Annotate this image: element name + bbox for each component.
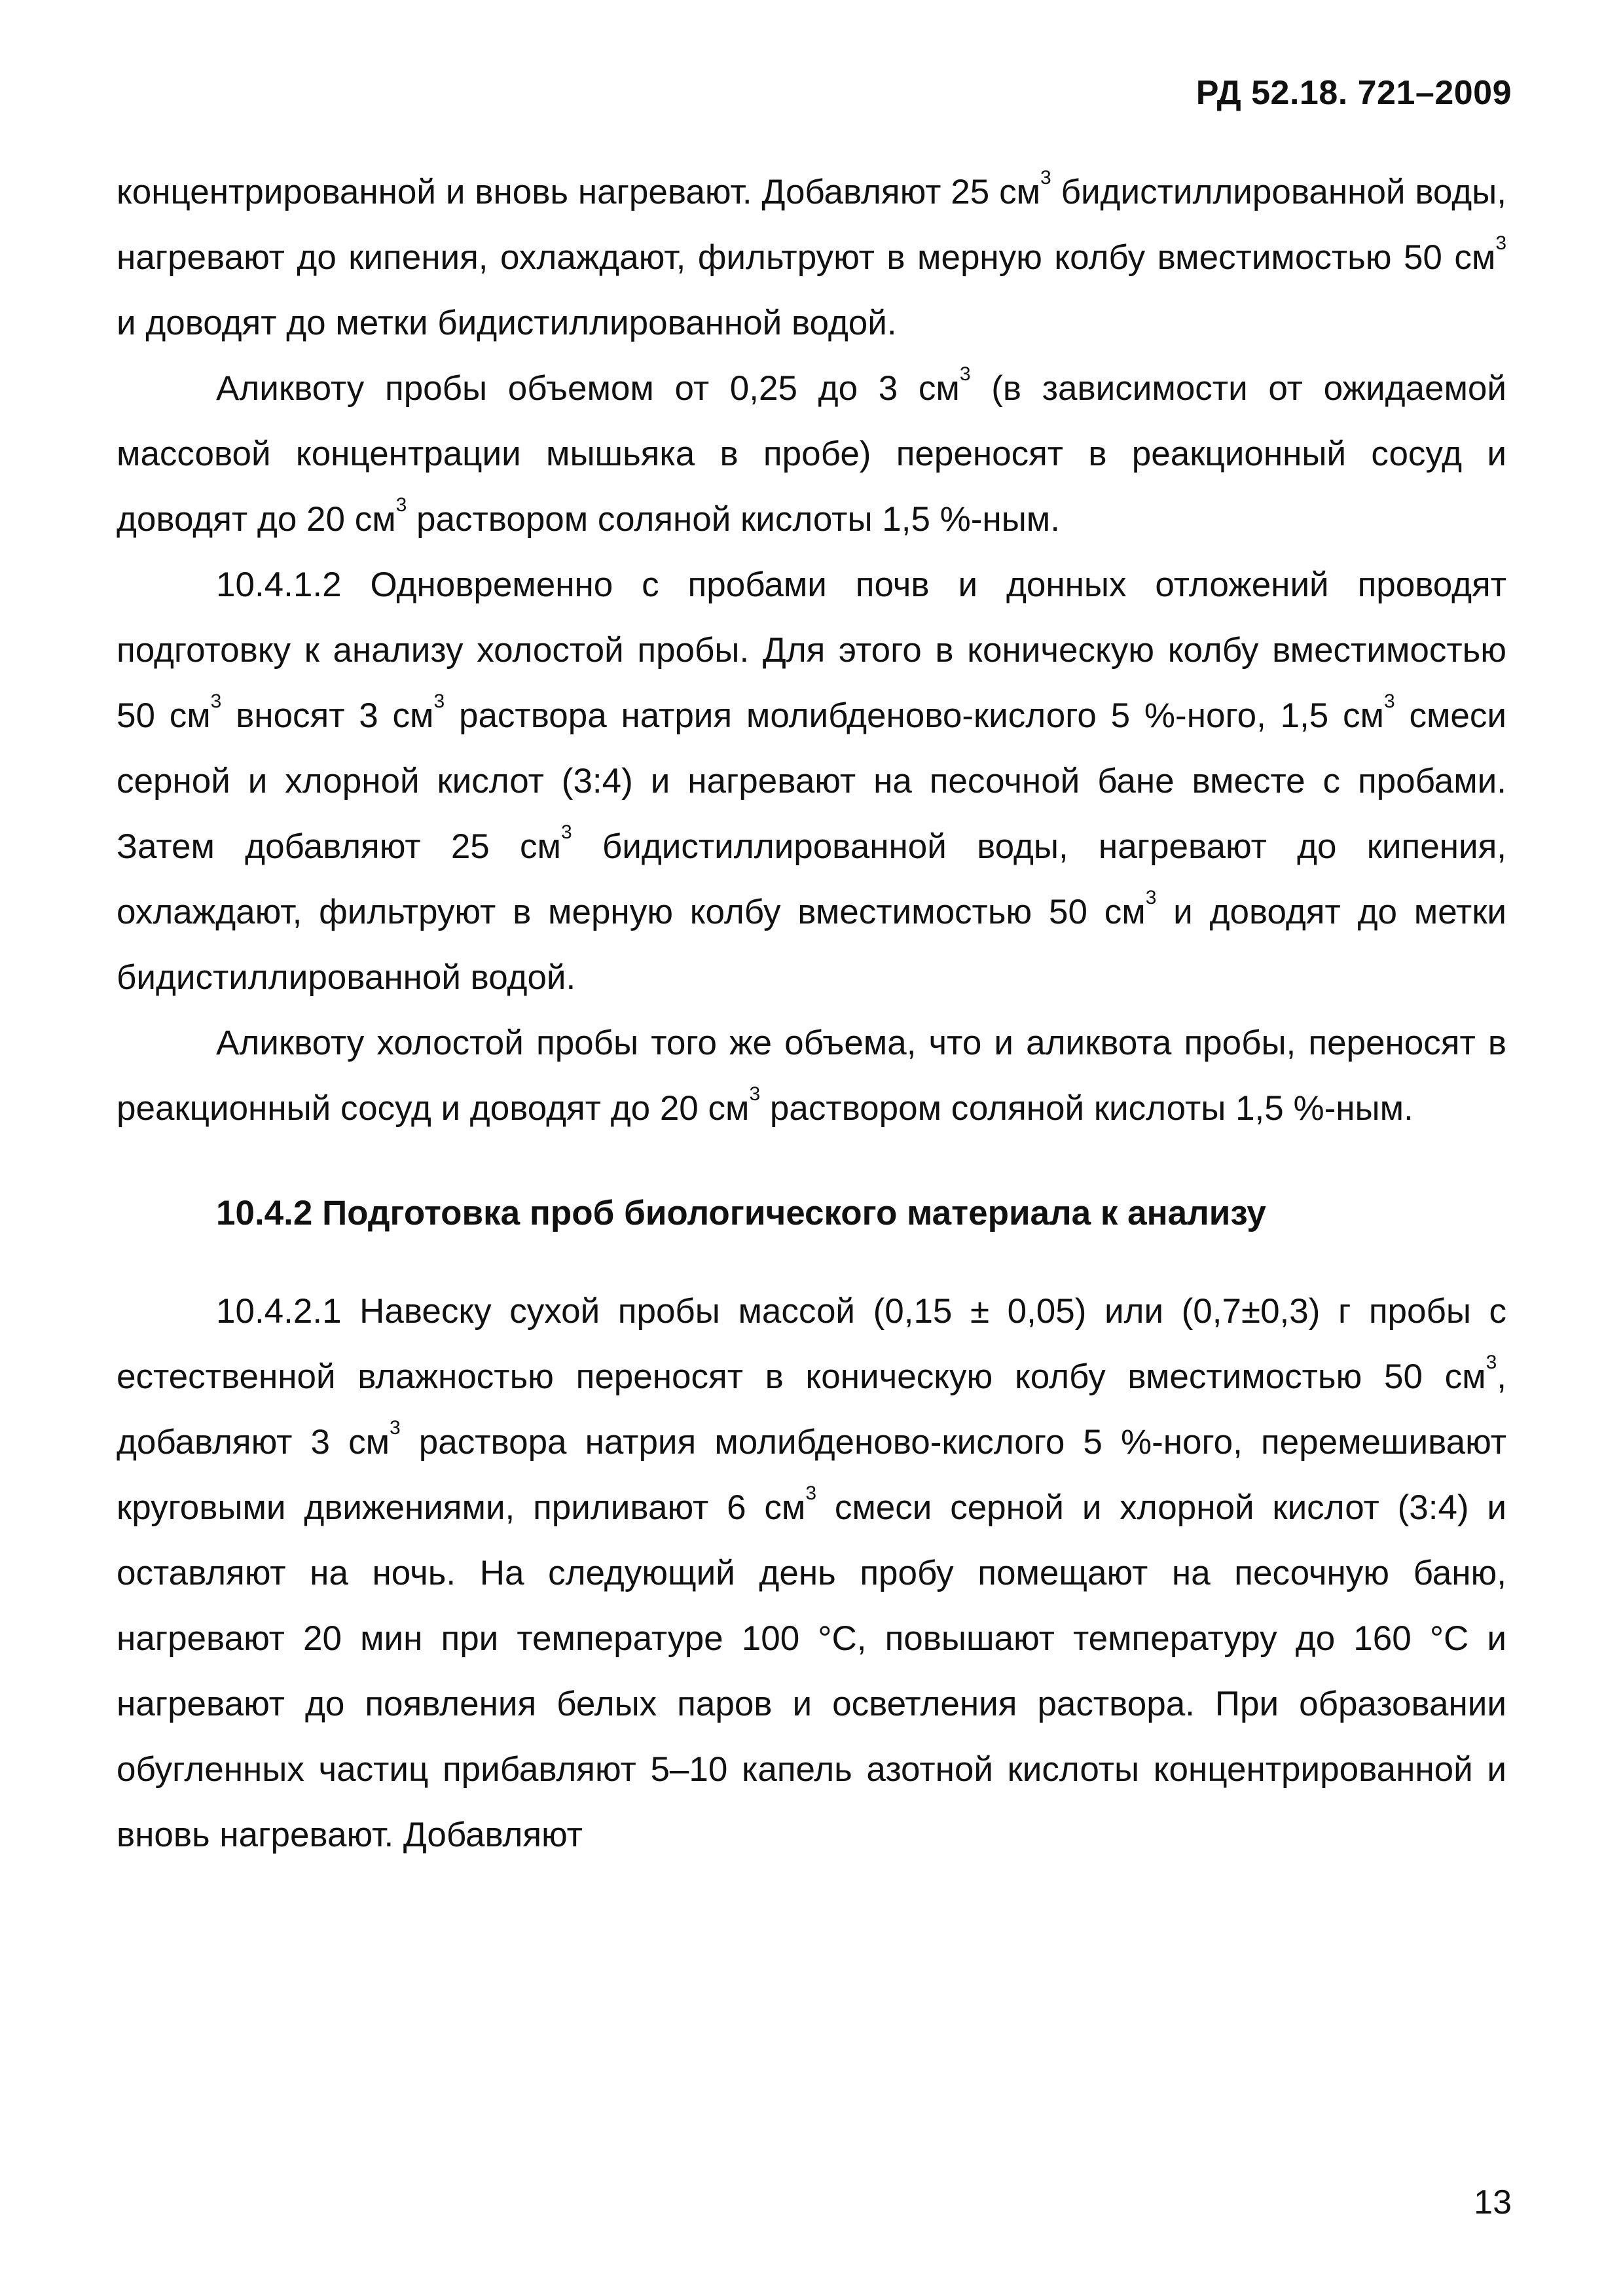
text-run: 10.4.2.1 Навеску сухой пробы массой (0,15 ± 0,05) или (0,7±0,3) г пробы с естественной влажностью переносят в коническую колбу вместимостью 50 см (117, 1292, 1506, 1396)
superscript-unit: 3 (1040, 167, 1051, 188)
paragraph-10-4-1-2 (117, 552, 1506, 1011)
superscript-unit: 3 (805, 1482, 817, 1504)
text-run: (в зависимости от ожидаемой массовой концентрации мышьяка в пробе) переносят в реакционный сосуд и доводят до 20 см (117, 369, 1506, 539)
text-run: раствора натрия молибденово-кислого 5 %-ного, 1,5 см (445, 696, 1384, 735)
superscript-unit: 3 (1495, 232, 1506, 254)
superscript-unit: 3 (560, 821, 572, 843)
superscript-unit: 3 (1384, 691, 1395, 712)
paragraph-continuation (117, 160, 1506, 356)
text-run: Аликвоту холостой пробы того же объема, что и аликвота пробы, переносят в реакционный сосуд и доводят до 20 см (117, 1024, 1506, 1128)
superscript-unit: 3 (1486, 1352, 1497, 1373)
text-run: вносят 3 см (221, 696, 434, 735)
superscript-unit: 3 (959, 363, 971, 385)
text-run: концентрированной и вновь нагревают. Добавляют 25 см (117, 173, 1041, 211)
text-run: 10.4.1.2 Одновременно с пробами почв и донных отложений проводят подготовку к анализу холостой пробы. Для этого в коническую колбу вместимостью 50 см (117, 565, 1506, 735)
superscript-unit: 3 (395, 494, 407, 516)
text-run: смеси серной и хлорной кислот (3:4) и нагревают на песочной бане вместе с пробами. Затем добавляют 25 см (117, 696, 1506, 866)
paragraph-aliquot (117, 356, 1506, 552)
text-run: смеси серной и хлорной кислот (3:4) и оставляют на ночь. На следующий день пробу помещают на песочную баню, нагревают 20 мин при температуре 100 °С, повышают температуру до 160 °С и нагревают до появления белых паров и осветления раствора. При образовании обугленных частиц прибавляют 5–10 капель азотной кислоты концентрированной и вновь нагревают. Добавляют (117, 1488, 1506, 1854)
superscript-unit: 3 (390, 1417, 401, 1439)
body-text (117, 160, 1506, 1868)
section-heading: 10.4.2 Подготовка проб биологического материала к анализу (216, 1194, 1266, 1232)
paragraph-blank-aliquot (117, 1011, 1506, 1141)
text-run: раствором соляной кислоты 1,5 %-ным. (760, 1089, 1413, 1128)
text-run: и доводят до метки бидистиллированной водой. (117, 893, 1506, 997)
paragraph-10-4-2-1 (117, 1279, 1506, 1868)
text-run: , добавляют 3 см (117, 1357, 1506, 1462)
superscript-unit: 3 (749, 1083, 761, 1105)
page-number: 13 (1474, 2183, 1512, 2221)
document-code: РД 52.18. 721–2009 (1195, 74, 1512, 112)
text-run: раствора натрия молибденово-кислого 5 %-ного, перемешивают круговыми движениями, приливают 6 см (117, 1423, 1507, 1527)
superscript-unit: 3 (433, 691, 445, 712)
text-run: бидистиллированной воды, нагревают до кипения, охлаждают, фильтруют в мерную колбу вместимостью 50 см (117, 173, 1506, 277)
text-run: бидистиллированной воды, нагревают до кипения, охлаждают, фильтруют в мерную колбу вместимостью 50 см (117, 827, 1506, 931)
superscript-unit: 3 (1145, 887, 1157, 908)
text-run: Аликвоту пробы объемом от 0,25 до 3 см (216, 369, 960, 408)
superscript-unit: 3 (210, 691, 222, 712)
text-run: и доводят до метки бидистиллированной водой. (117, 304, 897, 342)
text-run: раствором соляной кислоты 1,5 %-ным. (407, 500, 1060, 539)
